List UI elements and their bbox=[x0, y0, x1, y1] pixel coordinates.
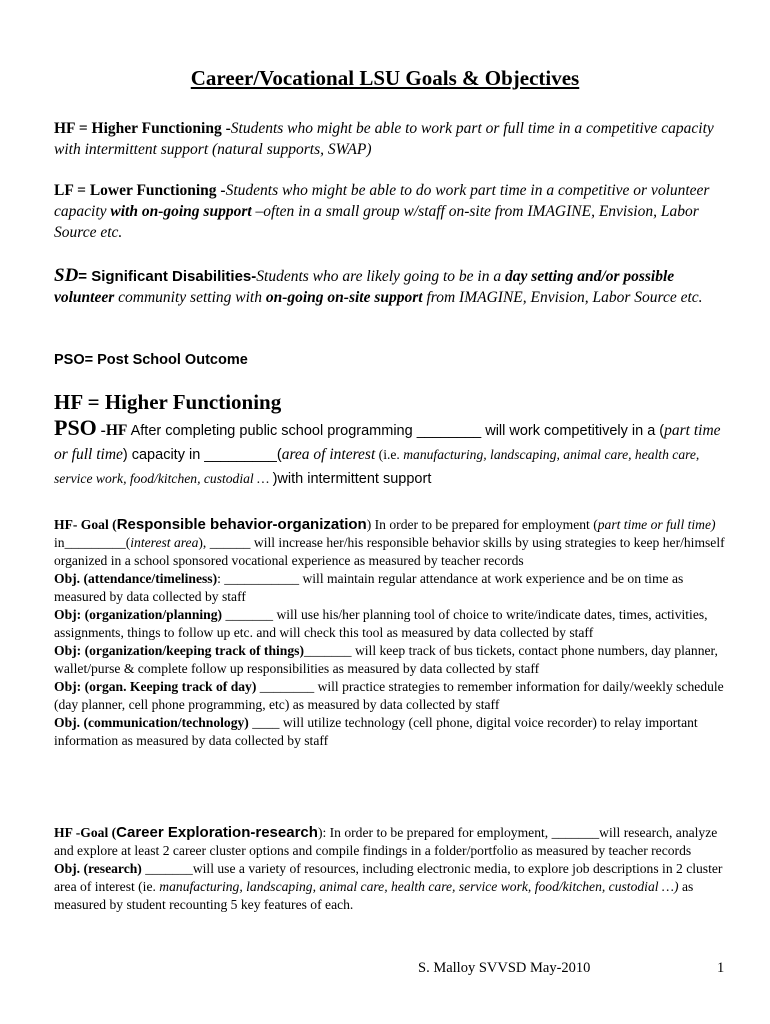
definition-lf-desc-1: Students who might be able to do work part time in a competitive or volunteer capacity bbox=[54, 182, 710, 220]
definition-lf-desc-2: –often in a small group w/staff on-site from IMAGINE, Envision, Labor Source etc. bbox=[54, 203, 699, 241]
objective-text: ____ will utilize technology (cell phone, digital voice recorder) to relay important information as measured by data collected by staff bbox=[54, 715, 698, 748]
objective-item bbox=[54, 642, 730, 678]
goal-1-text-3: ), ______ will increase her/his responsible behavior skills by using strategies to keep her/himself organized in a school sponsored vocational experience as measured by teacher records bbox=[54, 535, 725, 568]
pso-text-1: After completing public school programming ________ will work competitively in a ( bbox=[127, 423, 665, 439]
definition-sd-bold-1: day setting and/or possible volunteer bbox=[54, 268, 675, 306]
pso-italic-2: area of interest bbox=[281, 446, 376, 463]
goal-1-statement bbox=[54, 516, 730, 570]
objective-text: _______ will use his/her planning tool of choice to write/indicate dates, times, activities, assignments, things to follow up etc. and will check this tool as measured by data collected by staff bbox=[54, 607, 708, 640]
objective-label: Obj. (communication/technology) bbox=[54, 715, 249, 730]
objective-text-2: as measured by student recounting 5 key features of each. bbox=[54, 879, 694, 912]
definition-pso: PSO= Post School Outcome bbox=[54, 352, 248, 368]
objective-item bbox=[54, 714, 730, 750]
goal-responsible-behavior bbox=[54, 516, 730, 750]
pso-hf-label: -HF bbox=[96, 422, 128, 439]
pso-label: PSO bbox=[54, 415, 97, 440]
definition-hf-term: HF = Higher Functioning - bbox=[54, 120, 231, 137]
goal-1-text-1: ) In order to be prepared for employment ( bbox=[366, 517, 598, 532]
definition-sd-desc-3: from IMAGINE, Envision, Labor Source etc. bbox=[422, 289, 703, 306]
definition-sd-abbr: SD bbox=[54, 265, 79, 286]
objective-item bbox=[54, 678, 730, 714]
goal-2-text-1: ): In order to be prepared for employment, _______will research, analyze and explore at least 2 career cluster options and compile findings in a folder/portfolio as measured by teacher records bbox=[54, 825, 718, 858]
objective-item bbox=[54, 860, 730, 914]
goal-1-prefix: HF- Goal ( bbox=[54, 517, 117, 532]
goal-2-statement bbox=[54, 824, 730, 860]
goal-career-exploration bbox=[54, 824, 730, 914]
definition-sd bbox=[54, 265, 730, 308]
document-title: Career/Vocational LSU Goals & Objectives bbox=[190, 66, 580, 90]
objective-text: : ___________ will maintain regular attendance at work experience and be on time as measured by data collected by staff bbox=[54, 571, 684, 604]
objective-text: _______ will keep track of bus tickets, contact phone numbers, day planner, wallet/purse & complete follow up responsibilities as measured by data collected by staff bbox=[54, 643, 718, 676]
goal-1-italic-1: part time or full time) bbox=[597, 517, 716, 532]
page-number: 1 bbox=[717, 960, 725, 976]
definition-sd-bold-2: on-going on-site support bbox=[265, 289, 423, 306]
objective-text: ________ will practice strategies to remember information for daily/weekly schedule (day planner, cell phone programming, etc) as measured by data collected by staff bbox=[54, 679, 724, 712]
objective-text-1: _______will use a variety of resources, including electronic media, to explore job descriptions in 2 cluster area of interest (ie. bbox=[54, 861, 723, 894]
definition-hf bbox=[54, 118, 730, 160]
pso-text-4: )with intermittent support bbox=[272, 471, 432, 487]
definition-sd-desc-2: community setting with bbox=[114, 289, 266, 306]
objective-italic: manufacturing, landscaping, animal care, health care, service work, food/kitchen, custodial …) bbox=[159, 879, 679, 894]
goal-2-prefix: HF -Goal ( bbox=[54, 825, 117, 840]
objective-label: Obj: (organ. Keeping track of day) bbox=[54, 679, 257, 694]
objective-label: Obj. (research) bbox=[54, 861, 142, 876]
hf-section-heading: HF = Higher Functioning bbox=[54, 390, 282, 414]
definition-sd-term: = Significant Disabilities- bbox=[78, 268, 257, 285]
goal-1-name: Responsible behavior-organization bbox=[116, 516, 367, 533]
definition-sd-desc-1: Students who are likely going to be in a bbox=[256, 268, 505, 285]
objective-item bbox=[54, 570, 730, 606]
definition-lf-term: LF = Lower Functioning - bbox=[54, 182, 226, 199]
definition-lf bbox=[54, 180, 730, 243]
goal-1-italic-2: interest area bbox=[130, 535, 199, 550]
goal-1-text-2: in_________( bbox=[54, 535, 131, 550]
objective-item bbox=[54, 606, 730, 642]
pso-text-2: ) capacity in _________( bbox=[122, 447, 282, 463]
objective-label: Obj: (organization/keeping track of things) bbox=[54, 643, 304, 658]
objective-label: Obj. (attendance/timeliness) bbox=[54, 571, 218, 586]
definition-lf-bold: with on-going support bbox=[110, 203, 252, 220]
pso-italic-1: part time or full time bbox=[54, 422, 721, 463]
objective-label: Obj: (organization/planning) bbox=[54, 607, 223, 622]
pso-text-3: (i.e. bbox=[375, 447, 404, 462]
pso-italic-3: manufacturing, landscaping, animal care, health care, service work, food/kitchen, custodial … bbox=[54, 447, 700, 486]
definition-hf-desc: Students who might be able to work part or full time in a competitive capacity with intermittent support (natural supports, SWAP) bbox=[54, 120, 714, 158]
footer-author: S. Malloy SVVSD May-2010 bbox=[418, 960, 591, 976]
pso-statement bbox=[54, 416, 730, 491]
goal-2-name: Career Exploration-research bbox=[116, 824, 318, 841]
